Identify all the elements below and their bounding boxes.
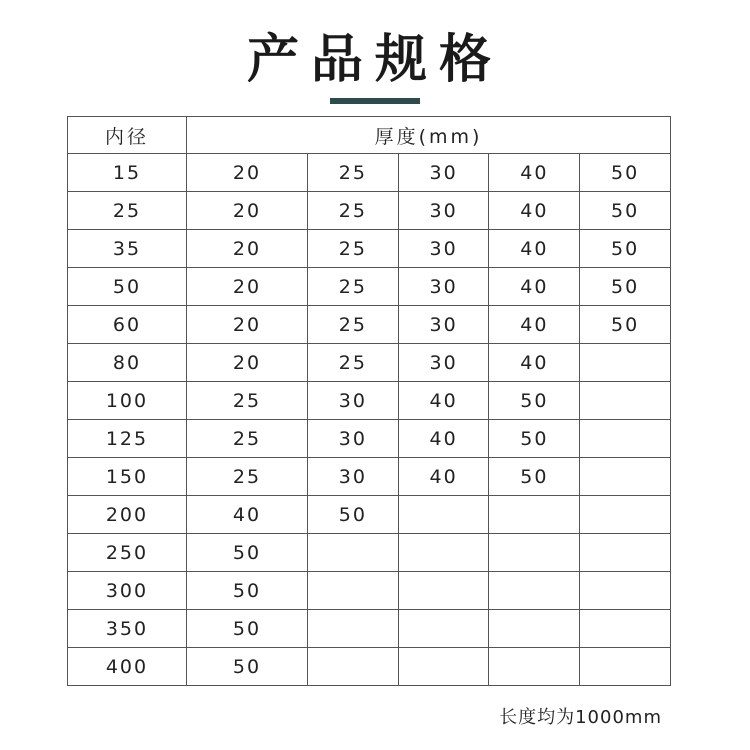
inner-diameter-cell: 150 (68, 458, 187, 496)
thickness-cell (398, 610, 489, 648)
thickness-cell (398, 648, 489, 686)
thickness-cell: 30 (398, 230, 489, 268)
thickness-cell (489, 648, 580, 686)
thickness-cell: 50 (580, 268, 671, 306)
table-row (68, 458, 671, 496)
table-row (68, 268, 671, 306)
inner-diameter-cell: 100 (68, 382, 187, 420)
inner-diameter-cell: 125 (68, 420, 187, 458)
thickness-cell: 40 (489, 344, 580, 382)
thickness-cell (307, 648, 398, 686)
thickness-cell: 25 (307, 344, 398, 382)
thickness-cell (398, 572, 489, 610)
thickness-cell (489, 572, 580, 610)
thickness-cell (580, 420, 671, 458)
thickness-cell: 50 (307, 496, 398, 534)
thickness-cell: 50 (186, 610, 307, 648)
thickness-cell: 25 (186, 382, 307, 420)
thickness-cell (580, 382, 671, 420)
thickness-cell: 50 (580, 306, 671, 344)
thickness-cell (580, 534, 671, 572)
spec-table-body (68, 117, 671, 686)
table-row (68, 192, 671, 230)
thickness-cell (580, 496, 671, 534)
thickness-cell: 30 (307, 420, 398, 458)
table-row (68, 648, 671, 686)
table-row (68, 382, 671, 420)
thickness-cell: 40 (489, 306, 580, 344)
thickness-cell (580, 344, 671, 382)
thickness-cell (580, 648, 671, 686)
page-title: 产品规格 (246, 30, 503, 90)
thickness-cell: 20 (186, 344, 307, 382)
inner-diameter-cell: 200 (68, 496, 187, 534)
thickness-cell: 40 (398, 420, 489, 458)
table-row (68, 496, 671, 534)
inner-diameter-cell: 60 (68, 306, 187, 344)
table-row (68, 610, 671, 648)
table-row (68, 344, 671, 382)
thickness-cell (489, 534, 580, 572)
table-row (68, 230, 671, 268)
thickness-cell (580, 572, 671, 610)
thickness-cell (398, 496, 489, 534)
inner-diameter-cell: 25 (68, 192, 187, 230)
header-thickness: 厚度(mm) (186, 117, 670, 154)
thickness-cell: 20 (186, 230, 307, 268)
thickness-cell (489, 610, 580, 648)
thickness-cell: 50 (489, 420, 580, 458)
thickness-cell: 30 (398, 268, 489, 306)
thickness-cell (580, 458, 671, 496)
title-underline (330, 98, 420, 104)
thickness-cell: 40 (489, 192, 580, 230)
inner-diameter-cell: 400 (68, 648, 187, 686)
thickness-cell: 50 (186, 572, 307, 610)
thickness-cell: 25 (186, 420, 307, 458)
thickness-cell: 40 (398, 458, 489, 496)
table-header-row (68, 117, 671, 154)
thickness-cell: 30 (307, 458, 398, 496)
table-row (68, 534, 671, 572)
thickness-cell: 25 (186, 458, 307, 496)
thickness-cell: 20 (186, 154, 307, 192)
thickness-cell: 30 (398, 192, 489, 230)
thickness-cell: 50 (489, 458, 580, 496)
thickness-cell (398, 534, 489, 572)
thickness-cell: 20 (186, 268, 307, 306)
thickness-cell: 40 (489, 154, 580, 192)
inner-diameter-cell: 50 (68, 268, 187, 306)
thickness-cell: 50 (186, 534, 307, 572)
thickness-cell: 20 (186, 192, 307, 230)
thickness-cell: 25 (307, 154, 398, 192)
thickness-cell: 20 (186, 306, 307, 344)
thickness-cell: 25 (307, 230, 398, 268)
thickness-cell (307, 610, 398, 648)
table-row (68, 572, 671, 610)
thickness-cell (307, 572, 398, 610)
thickness-cell: 50 (580, 154, 671, 192)
thickness-cell: 25 (307, 306, 398, 344)
inner-diameter-cell: 35 (68, 230, 187, 268)
inner-diameter-cell: 15 (68, 154, 187, 192)
table-row (68, 306, 671, 344)
thickness-cell (580, 610, 671, 648)
inner-diameter-cell: 250 (68, 534, 187, 572)
thickness-cell: 50 (580, 230, 671, 268)
inner-diameter-cell: 300 (68, 572, 187, 610)
thickness-cell: 30 (398, 154, 489, 192)
thickness-cell: 25 (307, 268, 398, 306)
length-footnote: 长度均为1000mm (499, 707, 662, 728)
inner-diameter-cell: 80 (68, 344, 187, 382)
thickness-cell: 50 (580, 192, 671, 230)
thickness-cell (489, 496, 580, 534)
thickness-cell: 30 (398, 306, 489, 344)
thickness-cell: 30 (307, 382, 398, 420)
thickness-cell: 50 (186, 648, 307, 686)
spec-table (67, 116, 671, 686)
header-inner-diameter: 内径 (68, 117, 187, 154)
table-row (68, 154, 671, 192)
thickness-cell: 40 (186, 496, 307, 534)
thickness-cell: 25 (307, 192, 398, 230)
inner-diameter-cell: 350 (68, 610, 187, 648)
thickness-cell: 40 (489, 268, 580, 306)
thickness-cell (307, 534, 398, 572)
table-row (68, 420, 671, 458)
thickness-cell: 40 (398, 382, 489, 420)
thickness-cell: 40 (489, 230, 580, 268)
thickness-cell: 30 (398, 344, 489, 382)
thickness-cell: 50 (489, 382, 580, 420)
